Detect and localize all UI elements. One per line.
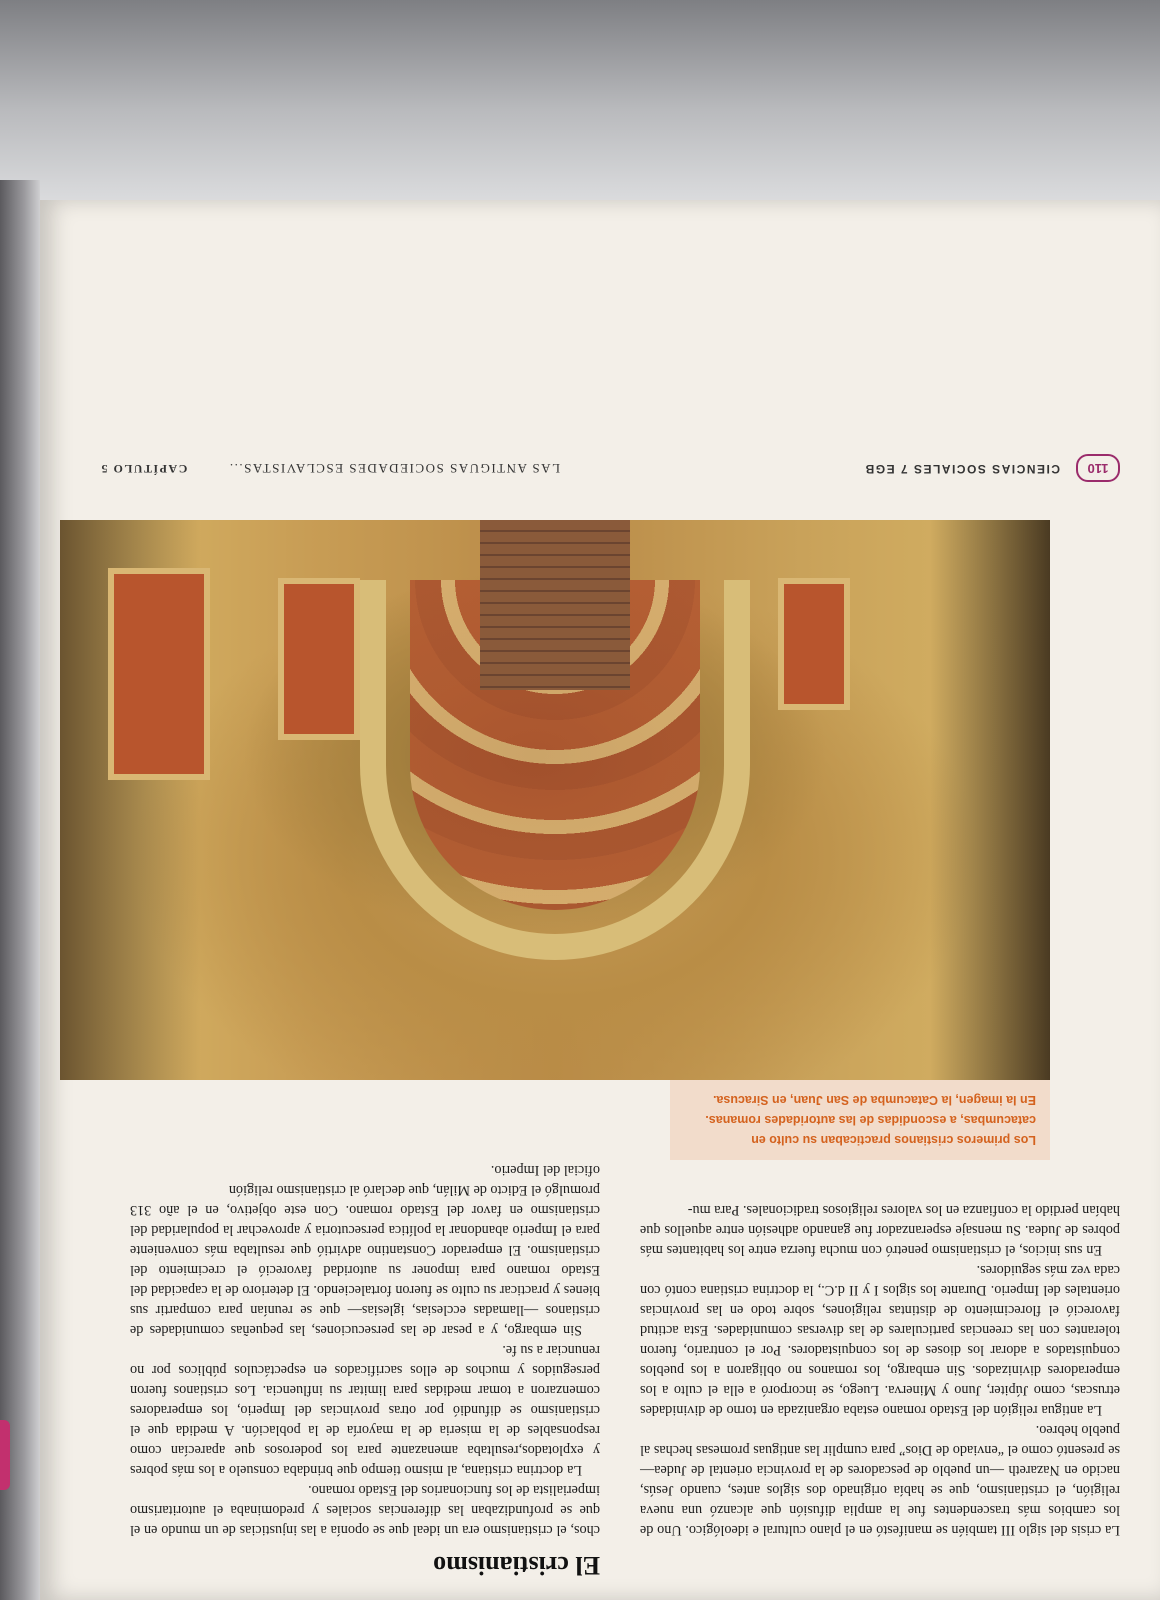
fresco-panel: [278, 578, 360, 740]
chapter-label: CAPÍTULO 5: [100, 462, 188, 476]
section-title: El cristianismo: [433, 1551, 600, 1580]
scanner-background: [0, 0, 1160, 200]
paragraph: La doctrina cristiana, al mismo tiempo que brindaba consuelo a los más pobres y explotados,resultaba amenazante para los poderosos que aparecían como responsables de la miseria de la mayoría de la población. A medida que el cristianismo se difundió por otras provincias del Imperio, los emperadores comenzaron a tomar medidas para limitar su influencia. Los cristianos fueron perseguidos y muchos de ellos sacrificados en espectáculos públicos por no renunciar a su fe.: [130, 1342, 600, 1478]
book-title: CIENCIAS SOCIALES 7 EGB: [864, 462, 1060, 476]
page-content-rotated: [40, 200, 1160, 1600]
brick-wall: [480, 520, 630, 690]
photo-shadow-left: [930, 520, 1050, 1080]
paragraph: chos, el cristianismo era un ideal que se oponía a las injusticias de un mundo en el que se profundizaban las diferencias sociales y predominaba el autoritarismo imperialista de los funcionarios del Estado romano.: [130, 1482, 600, 1538]
catacomb-photo: [60, 520, 1050, 1080]
page-edge-tab: [0, 1420, 10, 1490]
chapter-title: LAS ANTIGUAS SOCIEDADES ESCLAVISTAS...: [228, 461, 560, 476]
caption-line: Los primeros cristianos practicaban su culto en: [751, 1133, 1036, 1147]
paragraph: oficial del Imperio.: [490, 1162, 600, 1178]
photo-caption: [670, 1080, 1050, 1160]
paragraph: Sin embargo, y a pesar de las persecuciones, las pequeñas comunidades de cristianos —llamadas ecclesias, iglesias— que se reunían para compartir sus bienes y practicar su culto se fueron fortaleciendo. El deterioro de la capacidad del Estado romano para imponer su autoridad favoreció el crecimiento del cristianismo. El emperador Constantino advirtió que resultaba más conveniente para el Imperio abandonar la política persecutoria y aprovechar la popularidad del cristianismo en favor del Estado romano. Con este objetivo, en el año 313 promulgó el Edicto de Milán, que declaró al cristianismo religión: [130, 1182, 600, 1338]
paragraph: En sus inicios, el cristianismo penetró con mucha fuerza entre los habitantes más pobres de Judea. Su mensaje esperanzador fue ganando adhesión entre aquellos que habían perdido la confianza en los valores religiosos tradicionales. Para mu-: [640, 1202, 1120, 1258]
book-page: [40, 200, 1160, 1600]
fresco-panel: [778, 578, 850, 710]
paragraph: La antigua religión del Estado romano estaba organizada en torno de divinidades etruscas, como Júpiter, Juno y Minerva. Luego, se incorporó a ella el culto a los emperadores divinizados. Sin embargo, los romanos no obligaron a los pueblos conquistados a adorar los dioses de los conquistadores. Por el contrario, fueron tolerantes con las creencias particulares de las diversas comunidades. Esta actitud favoreció el florecimiento de distintas religiones, sobre todo en las provincias orientales del Imperio. Durante los siglos I y II d.C., la doctrina cristiana contó con cada vez más seguidores.: [640, 1262, 1120, 1418]
page-number-badge: 110: [1076, 454, 1120, 482]
book-spine-shadow: [0, 180, 40, 1600]
fresco-panel: [108, 568, 210, 780]
text-column-left: [640, 1200, 1120, 1540]
caption-line: catacumbas, a escondidas de las autoridades romanas.: [705, 1113, 1036, 1127]
text-column-right: [130, 1160, 600, 1540]
page-header: [80, 442, 1120, 482]
caption-line: En la imagen, la Catacumba de San Juan, en Siracusa.: [712, 1093, 1036, 1107]
paragraph: La crisis del siglo III también se manifestó en el plano cultural e ideológico. Uno de los cambios más trascendentes fue la amplia difusión que alcanzó una nueva religión, el cristianismo, que se había originado dos siglos antes, cuando Jesús, nacido en Nazareth —un pueblo de pescadores de la provincia oriental de Judea— se presentó como el “enviado de Dios” para cumplir las antiguas promesas hechas al pueblo hebreo.: [640, 1422, 1120, 1538]
